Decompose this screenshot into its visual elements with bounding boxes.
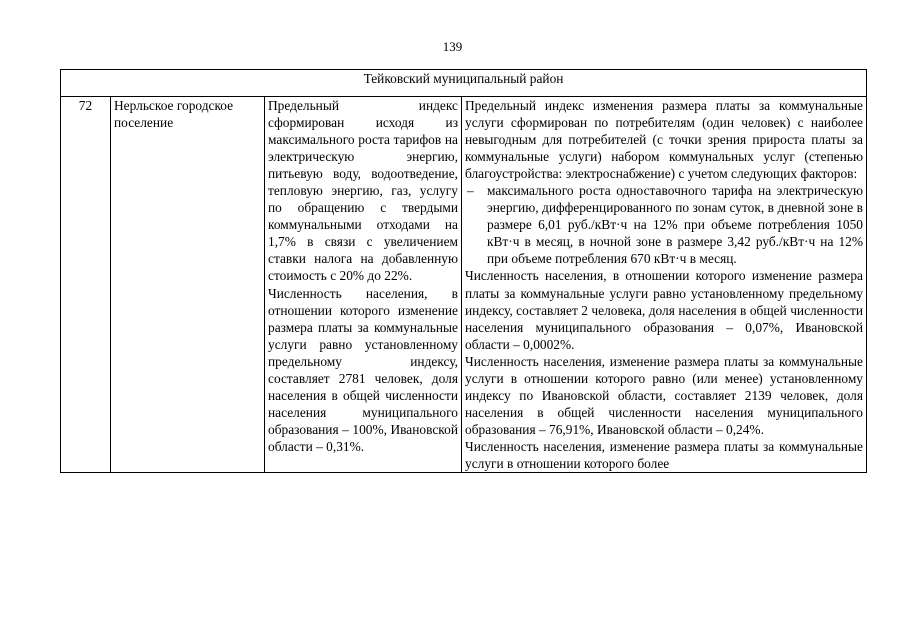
settlement-name: Нерльское городское поселение: [111, 97, 265, 473]
region-header-row: [61, 70, 867, 97]
table-row: [61, 97, 867, 473]
factor-list: [465, 182, 863, 267]
population-equal-index-details: Численность населения, в отношении которого изменение размера платы за коммунальные услуги равно установленному предельному индексу, составляет 2 человека, доля населения в общей численности населения муниципального образования – 0,07%, Ивановской области – 0,0002%.: [465, 268, 863, 352]
index-justification-cell: [265, 97, 462, 473]
factor-item: [465, 182, 863, 267]
list-dash: –: [467, 183, 474, 199]
population-equal-index-text: Численность населения, в отношении которого изменение размера платы за коммунальные услуги равно установленному предельному индексу, составляет 2781 человек, доля населения в общей численности населения муниципального образования – 100%, Ивановской области – 0,31%.: [268, 285, 458, 454]
factor-text: максимального роста одноставочного тарифа на электрическую энергию, дифференцированного по зонам суток, в дневной зоне в размере 6,01 руб./кВт·ч на 12% при объеме потребления 1050 кВт·ч в месяц, в ночной зоне в размере 3,42 руб./кВт·ч на 12% при объеме потребления 670 кВт·ч в месяц.: [487, 183, 863, 267]
index-details-intro: Предельный индекс изменения размера платы за коммунальные услуги сформирован по потребителям (один человек) с наиболее невыгодным для потребителей (с точки зрения прироста платы за коммунальные услуги) набором коммунальных услуг (степенью благоустройства: электроснабжение) с учетом следующих факторов:: [465, 98, 863, 182]
index-details-cell: [462, 97, 867, 473]
page-number: 139: [442, 39, 463, 54]
population-below-regional-index: Численность населения, изменение размера платы за коммунальные услуги в отношении которого равно (или менее) установленному индексу по Ивановской области, составляет 2139 человек, доля населения в общей численности населения муниципального образования – 76,91%, Ивановской области – 0,24%.: [465, 353, 863, 437]
row-number: 72: [61, 97, 111, 473]
population-above-index-partial: Численность населения, изменение размера платы за коммунальные услуги в отношении которого более: [465, 438, 863, 471]
tariff-index-table: [60, 69, 867, 473]
index-justification-text: Предельный индекс сформирован исходя из максимального роста тарифов на электрическую энергию, питьевую воду, водоотведение, тепловую энергию, газ, услугу по обращению с твердыми коммунальными отходами на 1,7% в связи с увеличением ставки налога на добавленную стоимость с 20% до 22%.: [268, 98, 458, 284]
region-title: Тейковский муниципальный район: [61, 70, 867, 97]
